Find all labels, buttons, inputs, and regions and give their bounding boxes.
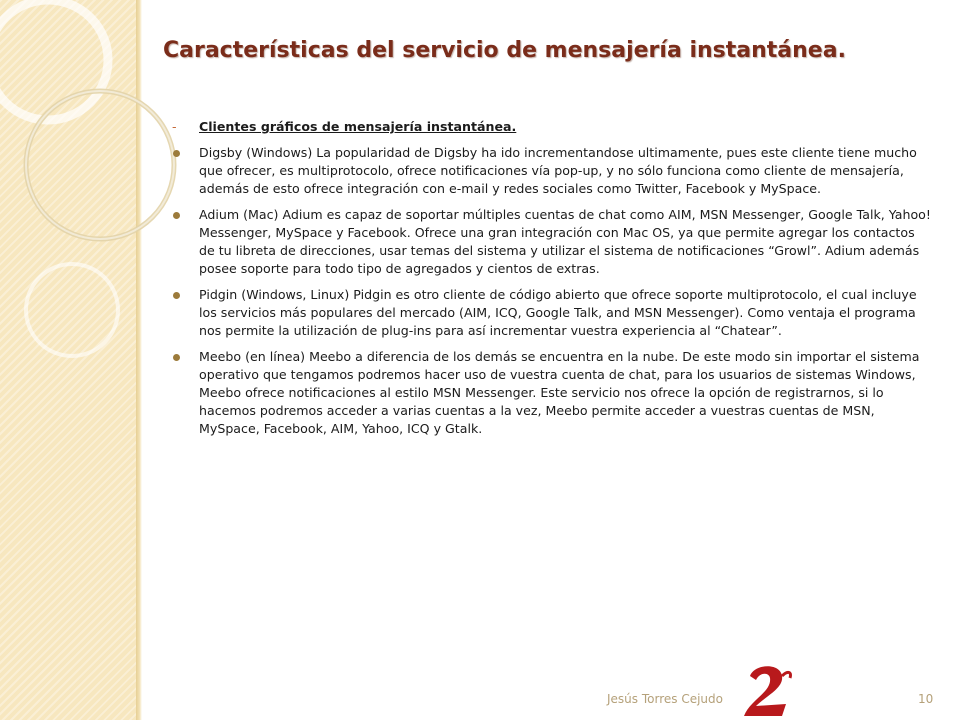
- footer-author: Jesús Torres Cejudo: [607, 692, 723, 706]
- bullet-item-digsby: [172, 144, 932, 198]
- bullet-dot: [173, 212, 180, 219]
- slide-title: Características del servicio de mensajería instantánea.: [163, 38, 846, 63]
- bullet-dot: [173, 292, 180, 299]
- decorative-rings: [0, 0, 180, 720]
- bullet-dot: [173, 354, 180, 361]
- bullet-text: Adium (Mac) Adium es capaz de soportar múltiples cuentas de chat como AIM, MSN Messenger, Google Talk, Yahoo! Messenger, MySpace y Facebook. Ofrece una gran integración con Mac OS, ya que permite agregar los contactos de tu libreta de direcciones, usar temas del sistema y utilizar el sistema de notificaciones “Growl”. Adium además posee soporte para todo tipo de agregados y cientos de extras.: [199, 207, 931, 276]
- bullet-text: Pidgin (Windows, Linux) Pidgin es otro cliente de código abierto que ofrece soporte multiprotocolo, el cual incluye los servicios más populares del mercado (AIM, ICQ, Google Talk, and MSN Messenger). Como ventaja el programa nos permite la utilización de plug-ins para así incrementar vuestra experiencia al “Chatear”.: [199, 287, 917, 338]
- page-number: 10: [918, 692, 934, 706]
- dash-marker: -: [172, 119, 177, 134]
- section-heading: Clientes gráficos de mensajería instantánea.: [199, 119, 517, 134]
- bullet-text: Meebo (en línea) Meebo a diferencia de los demás se encuentra en la nube. De este modo sin importar el sistema operativo que tengamos podremos hacer uso de vuestra cuenta de chat, para los usuarios de sistemas Windows, Meebo ofrece notificaciones al estilo MSN Messenger. Este servicio nos ofrece la opción de registrarnos, si lo hacemos podremos acceder a varias cuentas a la vez, Meebo permite acceder a vuestras cuentas de MSN, MySpace, Facebook, AIM, Yahoo, ICQ y Gtalk.: [199, 349, 920, 436]
- bullet-item-pidgin: [172, 286, 932, 340]
- bullet-dot: [173, 150, 180, 157]
- bullet-item-adium: [172, 206, 932, 278]
- bullet-text: Digsby (Windows) La popularidad de Digsby ha ido incrementandose ultimamente, pues este cliente tiene mucho que ofrecer, es multiprotocolo, ofrece notificaciones vía pop-up, y no sólo funciona como cliente de mensajería, además de esto ofrece integración con e-mail y redes sociales como Twitter, Facebook y MySpace.: [199, 145, 917, 196]
- slide-content: [172, 118, 932, 446]
- number-two-logo-icon: [736, 660, 796, 720]
- bullet-item-meebo: [172, 348, 932, 438]
- section-heading-row: [172, 118, 932, 136]
